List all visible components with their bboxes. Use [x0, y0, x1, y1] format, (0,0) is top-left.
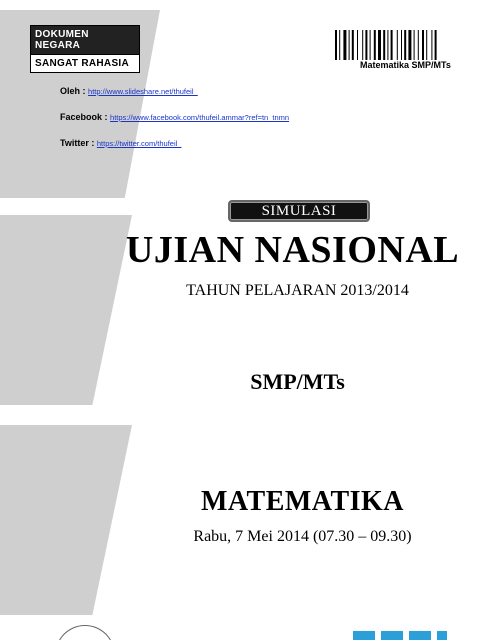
simulation-badge: SIMULASI	[228, 200, 370, 222]
exam-date: Rabu, 7 Mei 2014 (07.30 – 09.30)	[193, 528, 412, 545]
school-level: SMP/MTs	[250, 369, 345, 394]
link-label: Oleh :	[60, 86, 86, 96]
facebook-link[interactable]: https://www.facebook.com/thufeil.ammar?ref=tn_tnmn	[110, 113, 290, 122]
slideshare-link[interactable]: http://www.slideshare.net/thufeil_	[88, 87, 198, 96]
barcode-icon	[335, 30, 470, 60]
subject-title: MATEMATIKA	[200, 486, 405, 517]
document-classification-label	[30, 25, 140, 73]
link-label: Facebook :	[60, 112, 108, 122]
link-label: Twitter :	[60, 138, 95, 148]
academic-year: TAHUN PELAJARAN 2013/2014	[186, 282, 409, 299]
seal-icon	[55, 625, 115, 640]
logo-icon	[345, 627, 495, 640]
link-row-facebook	[60, 112, 289, 122]
doc-label-top: DOKUMEN NEGARA	[31, 26, 139, 54]
link-row-oleh	[60, 86, 289, 96]
twitter-link[interactable]: https://twitter.com/thufeil_	[96, 139, 182, 148]
author-links	[60, 86, 289, 164]
link-row-twitter	[60, 138, 289, 148]
barcode-caption: Matematika SMP/MTs	[360, 60, 451, 70]
decor-band-bottom	[0, 425, 132, 615]
doc-label-bottom: SANGAT RAHASIA	[31, 54, 139, 72]
exam-title: UJIAN NASIONAL	[125, 229, 460, 271]
